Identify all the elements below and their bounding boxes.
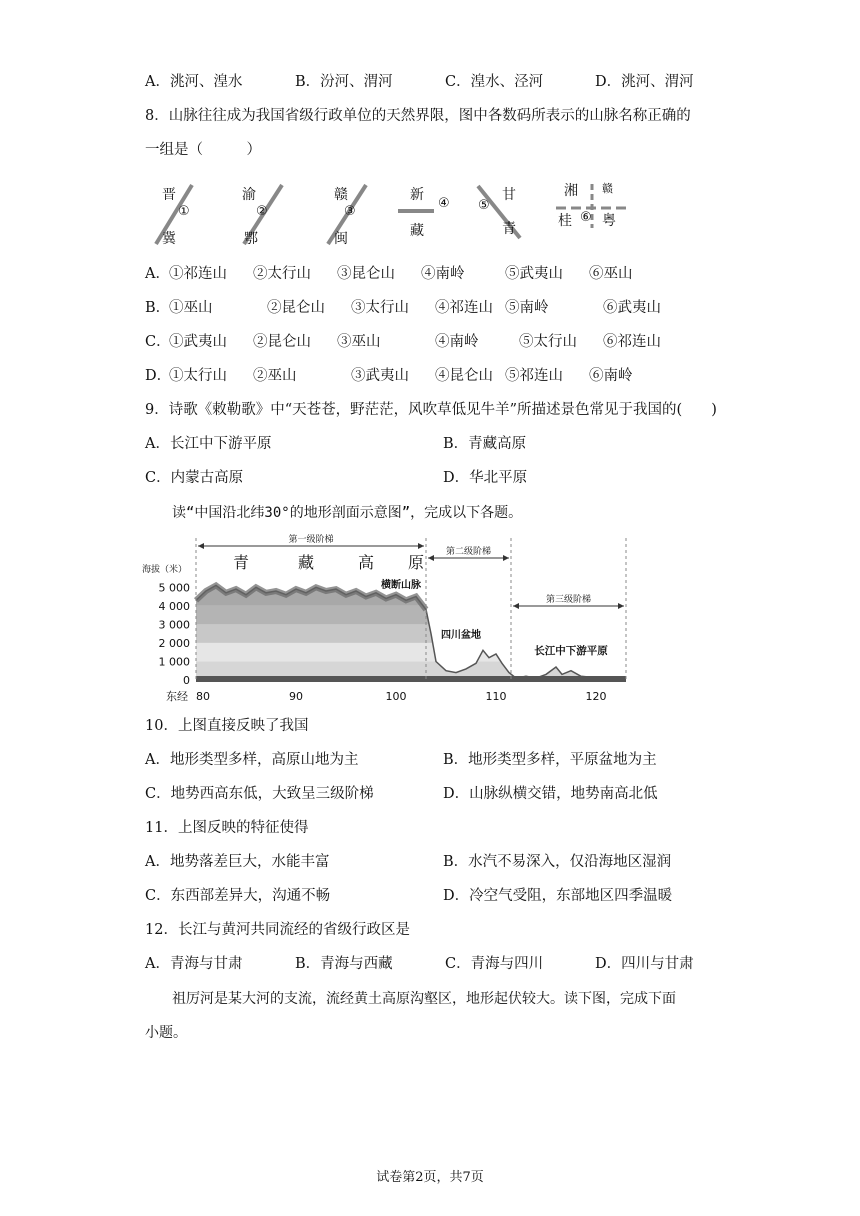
y-tick-label: 4 000 [158,599,190,613]
q8-stem-line2: 一组是（ ） [145,142,261,158]
q7-option-a: A．洮河、湟水 [145,74,243,90]
step1-arrow-head-left [198,543,204,549]
y-tick-label: 0 [183,674,190,687]
q10-option-b: B．地形类型多样，平原盆地为主 [443,752,657,768]
step2-arrow-head-left [428,555,434,561]
figure-2: 渝 ② 鄂 [234,180,314,250]
zuli-intro-line1: 祖厉河是某大河的支流，流经黄土高原沟壑区，地形起伏较大。读下图，完成下面 [172,991,676,1007]
x-tick-label: 80 [196,690,210,703]
q9-option-a: A．长江中下游平原 [145,436,272,452]
q10-option-a: A．地形类型多样，高原山地为主 [145,752,359,768]
x-tick-label: 90 [289,690,303,703]
figure-4: 新 ④ 藏 [410,187,450,239]
hengduan-label: 横断山脉 [381,580,421,591]
q10-stem: 10．上图直接反映了我国 [145,718,309,734]
zuli-intro-line2: 小题。 [145,1025,187,1041]
q12-options [145,954,745,974]
step2-label: 第二级阶梯 [445,547,492,557]
profile-intro: 读“中国沿北纬30°的地形剖面示意图”，完成以下各题。 [172,505,523,521]
q7-option-b: B．汾河、渭河 [295,74,393,90]
ground-baseline [196,676,626,682]
y-axis-label: 海拔（米） [142,565,188,575]
x-axis-label: 东经 [166,690,188,703]
y-tick-label: 2 000 [158,636,190,650]
plateau-char: 青 [232,553,250,572]
q9-option-c: C．内蒙古高原 [145,470,244,486]
q12-option-b: B．青海与西藏 [295,956,393,972]
q10-option-d: D．山脉纵横交错，地势南高北低 [443,786,658,802]
step3-label: 第三级阶梯 [545,595,592,605]
plateau-char: 原 [407,553,425,572]
q9-stem: 9．诗歌《敕勒歌》中“天苍苍，野茫茫，风吹草低见牛羊”所描述景色常见于我国的( ) [145,402,717,418]
plateau-char: 高 [357,553,375,572]
q9-options-row1 [145,434,745,454]
q12-option-d: D．四川与甘肃 [595,956,694,972]
figure-5: ⑤ 甘 青 [476,180,556,250]
q11-option-a: A．地势落差巨大，水能丰富 [145,854,330,870]
q10-option-c: C．地势西高东低，大致呈三级阶梯 [145,786,374,802]
step2-arrow-head-right [503,555,509,561]
x-tick-label: 120 [585,690,607,703]
sichuan-label: 四川盆地 [441,630,481,641]
figure-6: 湘 赣 桂 ⑥ 粤 [558,182,616,229]
q11-stem: 11．上图反映的特征使得 [145,820,309,836]
q11-option-d: D．冷空气受阻，东部地区四季温暖 [443,888,673,904]
q8-stem-line1: 8．山脉往往成为我国省级行政单位的天然界限，图中各数码所表示的山脉名称正确的 [145,108,691,124]
q11-option-c: C．东西部差异大，沟通不畅 [145,888,331,904]
q8-option-row-b: B． ①巫山 ②昆仑山 ③太行山 ④祁连山 ⑤南岭 ⑥武夷山 [145,300,661,316]
y-tick-label: 3 000 [158,618,190,632]
yangtze-label: 长江中下游平原 [534,645,608,657]
q7-options [145,72,745,92]
q11-options-row1 [145,852,745,872]
y-tick-label: 5 000 [158,581,190,595]
q7-option-c: C．湟水、泾河 [445,74,544,90]
q11-option-b: B．水汽不易深入，仅沿海地区湿润 [443,854,672,870]
q9-option-b: B．青藏高原 [443,436,527,452]
figure-3: 赣 ③ 闽 [326,180,406,250]
q8-option-row-d: D． ①太行山 ②巫山 ③武夷山 ④昆仑山 ⑤祁连山 ⑥南岭 [145,368,633,384]
x-tick-label: 110 [485,690,507,703]
q9-options-row2 [145,468,745,488]
plateau-char: 藏 [297,553,315,572]
y-tick-label: 1 000 [158,655,190,669]
step1-label: 第一级阶梯 [288,535,334,545]
q7-option-d: D．洮河、渭河 [595,74,694,90]
q10-options-row2 [145,784,745,804]
step1-arrow-head-right [418,543,424,549]
q12-stem: 12．长江与黄河共同流经的省级行政区是 [145,922,410,938]
q8-option-row-a: A． ①祁连山 ②太行山 ③昆仑山 ④南岭 ⑤武夷山 ⑥巫山 [145,266,633,282]
profile-chart [140,530,640,706]
page-footer: 试卷第2页，共7页 [376,1170,484,1185]
figure-1: 晋 ① 冀 [150,180,230,250]
q10-options-row1 [145,750,745,770]
q12-option-c: C．青海与四川 [445,956,544,972]
x-tick-label: 100 [385,690,407,703]
q8-option-row-c: C． ①武夷山 ②昆仑山 ③巫山 ④南岭 ⑤太行山 ⑥祁连山 [145,334,661,350]
q12-option-a: A．青海与甘肃 [145,956,243,972]
q11-options-row2 [145,886,745,906]
q9-option-d: D．华北平原 [443,470,528,486]
